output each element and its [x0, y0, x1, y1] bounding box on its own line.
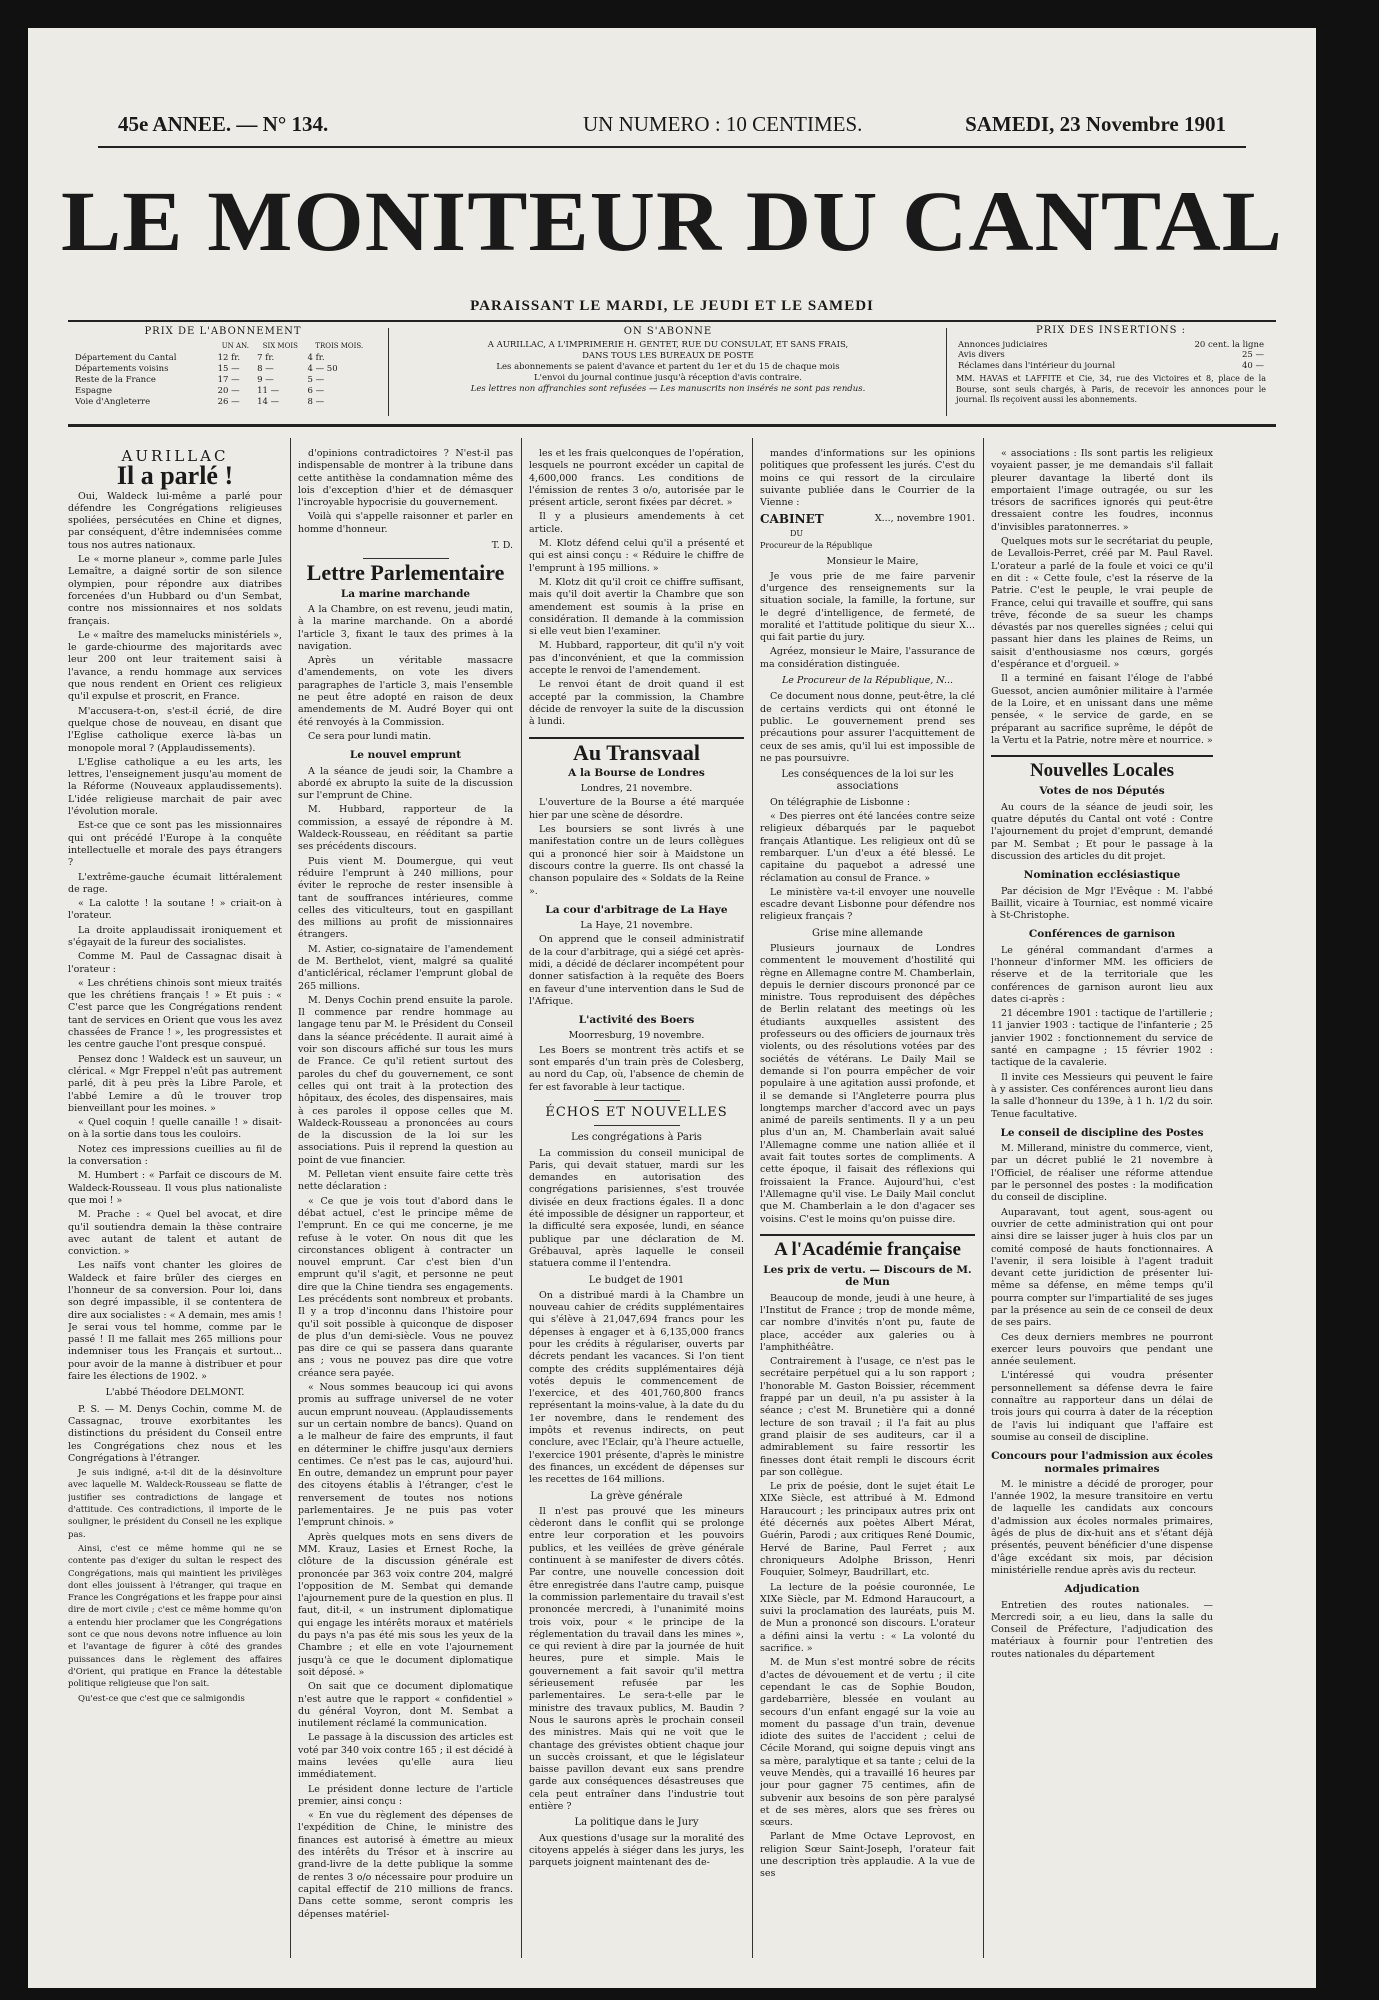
subheading: Le conseil de discipline des Postes	[1000, 1126, 1204, 1139]
subheading: La cour d'arbitrage de La Haye	[545, 903, 728, 916]
subheading: Conférences de garnison	[1028, 928, 1176, 941]
column-divider	[521, 438, 522, 1958]
subheading: La grève générale	[590, 1490, 683, 1502]
col-header: UN AN.	[221, 342, 249, 350]
column-4: mandes d'informations sur les opinions politiques que professent les jurés. C'est du moins ce qui ressort de la circulaire suivante publiée dans le Courrier de la Vienne : CABINET X..., novembre 1901. DU Procureur de la République Monsieur le Maire, Je vous prie de me faire parvenir d'urgence des renseignements sur la situation sociale, la famille, la fortune, sur le degré d'intelligence, de fermeté, de moralité et l'attitude politique du sieur X... qui fait partie du jury. Agréez, monsieur le Maire, l'assurance de ma considération distinguée. Le Procureur de la République, N... Ce document nous donne, peut-être, la clé de certains verdicts qui ont étonné le public. Le gouvernement prend ses précautions pour assurer l'acquittement de ceux de ses amis, qu'il lui est impossible de ne pas poursuivre. Les conséquences de la loi sur les associations On télégraphie de Lisbonne : « Des pierres ont été lancées contre seize religieux débarqués par le paquebot français Atlantique. Les religieux ont dû se rembarquer. L'un d'eux a été blessé. Le capitaine du paquebot a adressé une réclamation au consul de France. » Le ministère va-t-il envoyer une nouvelle escadre devant Lisbonne pour défendre nos religieux français ? Grise mine allemande Plusieurs journaux de Londres commentent le mouvement d'hostilité qui règne en Allemagne contre M. Chamberlain, depuis le dernier discours prononcé par ce ministre. Tous reproduisent des dépêches de Berlin relatant des meetings où les étudiants auxquelles assistent des professeurs ou des officiers de journaux très violents, ou des résolutions votées par des sociétés de vétérans. Le Daily Mail se demande si l'on pourra empêcher de voir populaire à une agitation aussi profonde, et il se demande si l'Angleterre pourra plus longtemps marcher d'accord avec un pays animé de pareils sentiments. Il y a un peu plus d'un an, M. Chamberlain avait salué l'Allemagne comme une nation alliée et il avait fait toutes sortes de compliments. A cette époque, il faisait des réflexions qui froissaient la France. Aujourd'hui, c'est l'Allemagne qu'il vise. Le Daily Mail conclut que M. Chamberlain a le don d'agacer ses voisins. C'est le moins qu'on puisse dire. A l'Académie française Les prix de vertu. — Discours de M. de Mun Beaucoup de monde, jeudi à une heure, à l'Institut de France ; trop de monde même, car nombre d'invités n'ont pu, faute de place, accéder aux galeries ou à l'amphithéâtre. Contrairement à l'usage, ce n'est pas le secrétaire perpétuel qui a lu son rapport ; l'honorable M. Gaston Boissier, récemment frappé par un deuil, n'a pu assister à la séance ; c'est M. Brunetière qui a donné lecture de son travail ; il l'a fait au plus grand plaisir de ses auditeurs, car il a admirablement su faire ressortir les finesses dont était rempli le discours écrit par son collègue. Le prix de poésie, dont le sujet était Le XIXe Siècle, est attribué à M. Edmond Haraucourt ; les principaux autres prix ont été décernés aux poètes Albert Mérat, Guérin, Parodi ; aux critiques René Doumic, Hervé de Barine, Paul Ferret ; aux chroniqueurs Adolphe Brisson, Henri Fouquier, Solmeyr, Baudrillart, etc. La lecture de la poésie couronnée, Le XIXe Siècle, par M. Edmond Haraucourt, a suivi la proclamation des lauréats, puis M. de Mun a prononcé son discours. L'orateur a défini ainsi la vertu : « La volonté du sacrifice. » M. de Mun s'est montré sobre de récits d'actes de dévouement et de vertu ; il cite cependant le cas de Sophie Boudon, gardebarrière, blessée en voulant au secours d'un enfant engagé sur la voie au moment du passage d'un train, devenue idiote des suites de l'accident ; celui de Cécile Morand, qui soigne depuis vingt ans sa mère, paralytique et sa tante ; celui de la veuve Mendès, qui a travaillé 16 heures par jour pour gagner 75 centimes, afin de subvenir aux besoins de son père paralysé et de ses mères, alors que ses frères ou sœurs. Parlant de Mme Octave Leprovost, en religion Sœur Saint-Joseph, l'orateur fait une description très applaudie. A la vue de ses	[760, 448, 975, 1880]
newspaper-page	[28, 28, 1316, 1988]
top-rule	[98, 146, 1246, 148]
article-title: Il a parlé !	[116, 461, 234, 491]
column-divider	[983, 438, 984, 1958]
subheading: La marine marchande	[340, 587, 471, 600]
table-row: Départements voisins 15 — 8 — 4 — 50	[75, 364, 338, 374]
article-title: A l'Académie française	[774, 1238, 961, 1260]
col-header: TROIS MOIS.	[315, 342, 364, 350]
cabinet-header: CABINET X..., novembre 1901. DU Procureur de la République	[760, 512, 975, 551]
insertions-box	[956, 326, 1266, 406]
header-divider	[388, 328, 389, 416]
header-divider	[946, 328, 947, 416]
subheading: Adjudication	[1064, 1583, 1140, 1596]
masthead-subtitle: PARAISSANT LE MARDI, LE JEUDI ET LE SAMEDI	[470, 298, 874, 314]
section-title: ÉCHOS ET NOUVELLES	[545, 1104, 728, 1120]
signature: L'abbé Théodore DELMONT.	[105, 1387, 245, 1399]
subheading: Les prix de vertu. — Discours de M. de Mun	[763, 1264, 972, 1289]
subheading: Nomination ecclésiastique	[1023, 869, 1181, 882]
subheading: La politique dans le Jury	[574, 1817, 699, 1829]
subheading: Les conséquences de la loi sur les associations	[781, 769, 954, 793]
subscription-title: PRIX DE L'ABONNEMENT	[144, 326, 302, 337]
column-5: « associations : Ils sont partis les religieux voyaient passer, je me demandais s'il fallait pleurer davantage la liberté dont ils emportaient l'image outragée, ou sur les trésors de sacrifices ignorés qui peut-être dressaient contre les foudres, inconnus d'invisibles paratonnerres. » Quelques mots sur le secrétariat du peuple, de Levallois-Perret, créé par M. Paul Ravel. L'orateur a parlé de la foule et voici ce qu'il en dit : « Cette foule, c'est la réserve de la Patrie. C'est le peuple, le vrai peuple de France, celui qui travaille et souffre, qui sans trêve, féconde de sa sueur les champs dévastés par nos querelles signées ; celui qui passant hier dans les plaines de Reims, un saisit d'enthousiasme nos cœurs, gorgés d'espérance et d'orgueil. » Il a terminé en faisant l'éloge de l'abbé Guessot, ancien aumônier militaire à l'armée de la Loire, et en unissant dans une même pensée, « le service de garde, en se préparant au sacrifice suprême, le dépôt de la Vertu et la Patrie, notre mère et nourrice. » Nouvelles Locales Votes de nos Députés Au cours de la séance de jeudi soir, les quatre députés du Cantal ont voté : Contre l'ajournement du projet d'emprunt, demandé par M. Sembat ; Et pour le passage à la discussion des articles du dit projet. Nomination ecclésiastique Par décision de Mgr l'Evêque : M. l'abbé Baillit, vicaire à Tourniac, est nommé vicaire à St-Christophe. Conférences de garnison Le général commandant d'armes a l'honneur d'informer MM. les officiers de réserve et de la territoriale que les conférences de garnison auront lieu aux dates ci-après : 21 décembre 1901 : tactique de l'artillerie ; 11 janvier 1903 : tactique de l'infanterie ; 25 janvier 1902 : fonctionnement du service de santé en campagne ; 15 février 1902 : tactique de la cavalerie. Il invite ces Messieurs qui peuvent le faire à y assister. Ces conférences auront lieu dans la salle d'honneur du 139e, à 1 h. 1/2 du soir. Tenue facultative. Le conseil de discipline des Postes M. Millerand, ministre du commerce, vient, par un décret publié le 21 novembre à l'Officiel, de réaliser une réforme attendue par le personnel des postes : la modification du conseil de discipline. Auparavant, tout agent, sous-agent ou ouvrier de cette administration qui ont pour ainsi dire se laisser juger à huis clos par un comité composé de hauts fonctionnaires. A l'avenir, il sera loisible à l'agent traduit devant cette juridiction de présenter lui-même sa défense, en même temps qu'il pourra compter sur l'impartialité de ses juges par la présence au sein de ce conseil de deux de ses pairs. Ces deux derniers membres ne pourront exercer leurs pouvoirs que pendant une année seulement. L'intéressé qui voudra présenter personnellement sa défense devra le faire connaître au rapporteur dans un délai de trois jours qui courra à dater de la réception de l'avis lui indiquant que l'affaire est soumise au conseil de discipline. Concours pour l'admission aux écoles normales primaires M. le ministre a décidé de proroger, pour l'année 1902, la mesure transitoire en vertu de laquelle les candidats aux concours d'admission aux écoles normales primaires, âgés de plus de dix-huit ans et s'étant déjà présentés, peuvent bénéficier d'une dispense d'âge excédant six mois, par décision ministérielle rendue après avis du recteur. Adjudication Entretien des routes nationales. — Mercredi soir, a eu lieu, dans la salle du Conseil de Préfecture, l'adjudication des matériaux à fournir pour l'entretien des routes nationales du département	[991, 448, 1213, 1660]
section-kicker: AURILLAC	[121, 448, 229, 465]
subheading: Le budget de 1901	[588, 1274, 685, 1286]
subheading: Concours pour l'admission aux écoles normales primaires	[991, 1450, 1213, 1475]
subscription-table	[73, 340, 373, 408]
subheading: Le nouvel emprunt	[349, 749, 462, 762]
column-2: d'opinions contradictoires ? N'est-il pas indispensable de montrer à la tribune dans cette antithèse la condamnation même des lois d'exception d'hier et de démasquer l'incroyable hypocrisie du gouvernement. Voilà qui s'appelle raisonner et parler en homme d'honneur. T. D. Lettre Parlementaire La marine marchande A la Chambre, on est revenu, jeudi matin, à la marine marchande. On a abordé l'article 3, fixant le taux des primes à la navigation. Après un véritable massacre d'amendements, on vote les divers paragraphes de l'article 3, mais l'ensemble ne peut être adopté en raison de deux amendements de M. Audré Boyer qui ont été renvoyés à la Commission. Ce sera pour lundi matin. Le nouvel emprunt A la séance de jeudi soir, la Chambre a abordé ex abrupto la suite de la discussion sur l'emprunt de Chine. M. Hubbard, rapporteur de la commission, a essayé de répondre à M. Waldeck-Rousseau, en rééditant sa partie ses précédents discours. Puis vient M. Doumergue, qui veut réduire l'emprunt à 240 millions, pour éviter le reproche de rester insensible à tant de souffrances intérieures, comme celles des viticulteurs, tout en gaspillant des millions au profit de missionnaires étrangers. M. Astier, co-signataire de l'amendement de M. Berthelot, vient, malgré sa qualité d'anticlérical, réclamer l'emprunt global de 265 millions. M. Denys Cochin prend ensuite la parole. Il commence par rendre hommage au langage tenu par M. le Président du Conseil dans la séance précédente. Il aurait aimé à voir son discours affiché sur tous les murs de France. Ce qu'il retient surtout des paroles du chef du gouvernement, ce sont celles qui ont trait à la protection des hôpitaux, des écoles, des dispensaires, mais à ces paroles il oppose celles que M. Waldeck-Rousseau a prononcées au cours de la discussion de la loi sur les associations. Puis il reprend la question au point de vue financier. M. Pelletan vient ensuite faire cette très nette déclaration : « Ce que je vois tout d'abord dans le débat actuel, c'est le principe même de l'emprunt. En ce qui me concerne, je me refuse à le voter. On nous dit que les circonstances obligent à contracter un nouvel emprunt. Car c'est bien d'un emprunt qu'il s'agit, et personne ne peut dire que la Chine tiendra ses engagements. Les précédents sont nombreux et probants. Il y a trop d'inconnu dans l'histoire pour qu'il soit possible à quiconque de disposer de plus d'un demi-siècle. Vous ne pouvez pas dire ce qui se passera dans quarante ans ; vous ne pouvez pas dire que votre créance sera payée. « Nous sommes beaucoup ici qui avons promis au suffrage universel de ne voter aucun emprunt nouveau. (Applaudissements sur un certain nombre de bancs). Quand on a le malheur de faire des emprunts, il faut en déterminer le chiffre jusqu'aux derniers centimes. Ce n'est pas le cas, aujourd'hui. En outre, demandez un emprunt pour payer des citoyens établis à l'étranger, c'est le renversement de toutes nos notions parlementaires. Je ne puis pas voter l'emprunt chinois. » Après quelques mots en sens divers de MM. Krauz, Lasies et Ernest Roche, la clôture de la discussion générale est prononcée par 363 voix contre 204, malgré l'opposition de M. Sembat qui demande l'ajournement pure de la question en plus. Il faut, dit-il, « un instrument diplomatique qui engage les intérêts moraux et matériels du pays n'a pas été mis sous les yeux de la Chambre ; et elle en vote l'ajournement jusqu'à ce que le document diplomatique soit déposé. » On sait que ce document diplomatique n'est autre que le rapport « confidentiel » du général Voyron, dont M. Sembat a inutilement réclamé la communication. Le passage à la discussion des articles est voté par 340 voix contre 165 ; il est décidé à mains levées qu'elle aura lieu immédiatement. Le président donne lecture de l'article premier, ainsi conçu : « En vue du règlement des dépenses de l'expédition de Chine, le ministre des finances est autorisé à émettre au mieux des intérêts du Trésor et à inscrire au grand-livre de la dette publique la somme de rentes 3 o/o nécessaire pour produire un capital effectif de 210 millions de francs. Dans cette somme, seront compris les dépenses matériel-	[298, 448, 513, 1920]
year-number: 45e ANNEE. — N° 134.	[118, 112, 329, 136]
subheading: Votes de nos Députés	[1039, 785, 1165, 798]
insertions-note: MM. HAVAS et LAFFITE et Cie, 34, rue des Victoires et 8, place de la Bourse, sont seuls chargés, à Paris, de recevoir les annonces pour le journal. Ils reçoivent aussi les abonnements.	[956, 374, 1266, 404]
insertions-title: PRIX DES INSERTIONS :	[1035, 325, 1187, 336]
table-row: Avis divers 25 —	[958, 350, 1264, 360]
subheading: Les congrégations à Paris	[571, 1132, 702, 1144]
issue-price: UN NUMERO : 10 CENTIMES.	[583, 112, 863, 136]
top-line	[108, 112, 1236, 142]
issue-date: SAMEDI, 23 Novembre 1901	[965, 112, 1226, 136]
table-row: Réclames dans l'intérieur du journal 40 —	[958, 360, 1264, 371]
column-divider	[290, 438, 291, 1958]
article-title: Nouvelles Locales	[1029, 760, 1175, 782]
subheading: L'activité des Boers	[578, 1014, 695, 1027]
article-title: Au Transvaal	[573, 739, 700, 765]
article-title: Lettre Parlementaire	[306, 560, 505, 586]
column-divider	[752, 438, 753, 1958]
header-rule	[68, 320, 1276, 322]
subheading: Grise mine allemande	[812, 927, 923, 939]
table-row: Département du Cantal 12 fr. 7 fr. 4 fr.	[75, 353, 325, 363]
masthead-title: LE MONITEUR DU CANTAL	[61, 173, 1283, 269]
col-header: SIX MOIS	[262, 342, 298, 350]
table-row: Voie d'Angleterre 26 — 14 — 8 —	[75, 397, 325, 407]
abonne-title: ON S'ABONNE	[623, 326, 713, 337]
column-3: les et les frais quelconques de l'opération, lesquels ne pourront excéder un capital de 4,600,000 francs. Les conditions de l'émission de rentes 3 o/o, autorisée par le présent article, seront fixées par décret. » Il y a plusieurs amendements à cet article. M. Klotz défend celui qu'il a présenté et qui est ainsi conçu : « Réduire le chiffre de l'emprunt à 195 millions. » M. Klotz dit qu'il croit ce chiffre suffisant, mais qu'il doit avertir la Chambre que son amendement est soumis à la prise en considération. Il demande à la commission si elle veut bien l'examiner. M. Hubbard, rapporteur, dit qu'il n'y voit pas d'inconvénient, et que la commission accepte le renvoi de l'amendement. Le renvoi étant de droit quand il est accepté par la commission, la Chambre décide de renvoyer la suite de la discussion à lundi. Au Transvaal A la Bourse de Londres Londres, 21 novembre. L'ouverture de la Bourse a été marquée hier par une scène de désordre. Les boursiers se sont livrés à une manifestation contre un de leurs collègues qui a prononcé hier soir à Maidstone un discours contre la guerre. Ils ont chassé la chanson populaire des « Soldats de la Reine ». La cour d'arbitrage de La Haye La Haye, 21 novembre. On apprend que le conseil administratif de la cour d'arbitrage, qui a siégé cet après-midi, a décidé de déclarer incompétent pour donner satisfaction à la requête des Boers en faveur d'une intervention dans le Sud de l'Afrique. L'activité des Boers Moorresburg, 19 novembre. Les Boers se montrent très actifs et se sont emparés d'un train près de Colesberg, au nord du Cap, où, l'absence de chemin de fer est favorable à leur tactique. ÉCHOS ET NOUVELLES Les congrégations à Paris La commission du conseil municipal de Paris, qui devait statuer, mardi sur les demandes en autorisation des congrégations parisiennes, s'est trouvée divisée en deux fractions égales. Il a donc été impossible de désigner un rapporteur, et la difficulté sera exposée, lundi, en séance publique par une déclaration de M. Grébauval, après laquelle le conseil statuera comme il l'entendra. Le budget de 1901 On a distribué mardi à la Chambre un nouveau cahier de crédits supplémentaires qui s'élève à 21,047,694 francs pour les dépenses à engager et à 6,135,000 francs pour les crédits à régulariser, ouverts par décrets pendant les vacances. Si l'on tient compte des crédits supplémentaires déjà votés depuis le commencement de l'exercice, et des 401,760,800 francs représentant la moins-value, à la date du du 1er novembre, dans le rendement des impôts et revenus indirects, on peut conclure, avec l'Eclair, qu'à l'heure actuelle, l'exercice 1901 présente, d'après le ministre des finances, un excédent de dépenses sur les recettes de 164 millions. La grève générale Il n'est pas prouvé que les mineurs cèderont dans le conflit qui se prolonge entre leur corporation et les pouvoirs publics, et les veillées de grève générale continuent à se manifester de divers côtés. Par contre, une nouvelle concession doit être enregistrée dans l'autre camp, puisque la commission parlementaire du travail s'est prononcée mercredi, à l'unanimité moins trois voix, pour « le principe de la réglementation du travail dans les mines », ce qui revient à dire par la journée de huit heures, pure et simple. Mais le gouvernement a fait savoir qu'il mettra sérieusement refusée par les parlementaires. Le sera-t-elle par le ministre des travaux publics, M. Baudin ? Nous le saurons après le prochain conseil des ministres. Mais qui ne voit que le chantage des grévistes obtient chaque jour un succès croissant, et que le législateur baisse pavillon devant eux sans prendre garde aux conséquences désastreuses que cela peut entraîner dans l'industrie tout entière ? La politique dans le Jury Aux questions d'usage sur la moralité des citoyens appelés à siéger dans les jurys, les parquets joignent maintenant des de-	[529, 448, 744, 1869]
table-row: Espagne 20 — 11 — 6 —	[75, 386, 325, 396]
table-row: Annonces judiciaires 20 cent. la ligne	[958, 339, 1264, 350]
abonne-box: ON S'ABONNE A AURILLAC, A L'IMPRIMERIE H. GENTET, RUE DU CONSULAT, ET SANS FRAIS, DANS TOUS LES BUREAUX DE POSTE Les abonnements se paient d'avance et partent du 1er et du 15 de chaque mois L'envoi du journal continue jusqu'à réception d'avis contraire. Les lettres non affranchies sont refusées — Les manuscrits non insérés ne sont pas rendus.	[398, 326, 938, 395]
column-1: AURILLAC Il a parlé ! Oui, Waldeck lui-même a parlé pour défendre les Congrégations religieuses spoliées, persécutées en Chine et dignes, par conséquent, d'être indemnisées comme tous nos autres nationaux. Le « morne planeur », comme parle Jules Lemaître, a daigné sortir de son silence olympien, pour répondre aux diatribes forcenées d'un Hubbard ou d'un Sembat, contre nos missionnaires et nos soldats français. Le « maître des mamelucks ministériels », le garde-chiourme des majoritards avec leur 200 ont leur traitement saisi à l'avance, a rendu hommage aux services que nous rendent en Orient ces religieux qu'il expulse et proscrit, en France. M'accusera-t-on, s'est-il écrié, de dire quelque chose de nouveau, en disant que l'Eglise catholique exerce là-bas un monopole moral ? (Applaudissements). L'Eglise catholique a eu les arts, les lettres, l'enseignement jusqu'au moment de la Réforme (Nouveaux applaudissements). L'idée religieuse marchait de pair avec l'évolution morale. Est-ce que ce sont pas les missionnaires qui ont précédé l'Europe à la conquête intellectuelle et morale des pays étrangers ? L'extrême-gauche écumait littéralement de rage. « La calotte ! la soutane ! » criait-on à l'orateur. La droite applaudissait ironiquement et s'égayait de la fureur des socialistes. Comme M. Paul de Cassagnac disait à l'orateur : « Les chrétiens chinois sont mieux traités que les chrétiens français ! » Et puis : « C'est parce que les Congrégations rendent tant de services en Orient que vous les avez chassées de France ! », les progressistes et les centre gauche l'ont presque conspué. Pensez donc ! Waldeck est un sauveur, un clérical. « Mgr Freppel n'eût pas autrement parlé, dit à peu près la Libre Parole, et l'abbé Lemire a dû le trouver trop bienveillant pour les moines. » « Quel coquin ! quelle canaille ! » disait-on à la sortie dans tous les couloirs. Notez ces impressions cueillies au fil de la conversation : M. Humbert : « Parfait ce discours de M. Waldeck-Rousseau. Il vous plus nationaliste que moi ! » M. Prache : « Quel bel avocat, et dire qu'il soutiendra demain la thèse contraire avec autant de talent et autant de conviction. » Les naïfs vont chanter les gloires de Waldeck et faire brûler des cierges en l'honneur de sa conversion. Pour loi, dans son degré impassible, il se contentera de dire aux socialistes : « A demain, mes amis ! Je serai vous tel homme, comme par le passé ! Il me fallait mes 265 millions pour indemniser tous les Français et surtout... pour avoir de la manne à distribuer et pour faire les élections de 1902. » L'abbé Théodore DELMONT. P. S. — M. Denys Cochin, comme M. de Cassagnac, trouve exorbitantes les distinctions du président du Conseil entre les Congrégations chez nous et les Congrégations à l'étranger. Je suis indigné, a-t-il dit de la désinvolture avec laquelle M. Waldeck-Rousseau se flatte de justifier ses contradictions de langage et d'attitude. Ces contradictions, il importe de le souligner, le président du Conseil ne les explique pas. Ainsi, c'est ce même homme qui ne se contente pas d'exiger du sultan le respect des Congrégations, mais qui maintient les privilèges dont elles jouissent à l'étranger, qui traque en France les Congrégations et les frappe pour ainsi dire de mort civile ; c'est ce même homme qu'on a entendu hier proclamer que les Congrégations sont ce que nous devons notre influence au loin et l'avantage de figurer à côté des grandes puissances dans le règlement des affaires d'Orient, qui pratique en France la détestable politique religieuse que l'on sait. Qu'est-ce que c'est que ce salmigondis	[68, 448, 282, 1704]
header-bottom-rule	[68, 424, 1276, 427]
subheading: A la Bourse de Londres	[568, 766, 705, 779]
subscription-box	[73, 326, 373, 408]
table-row: Reste de la France 17 — 9 — 5 —	[75, 375, 325, 385]
